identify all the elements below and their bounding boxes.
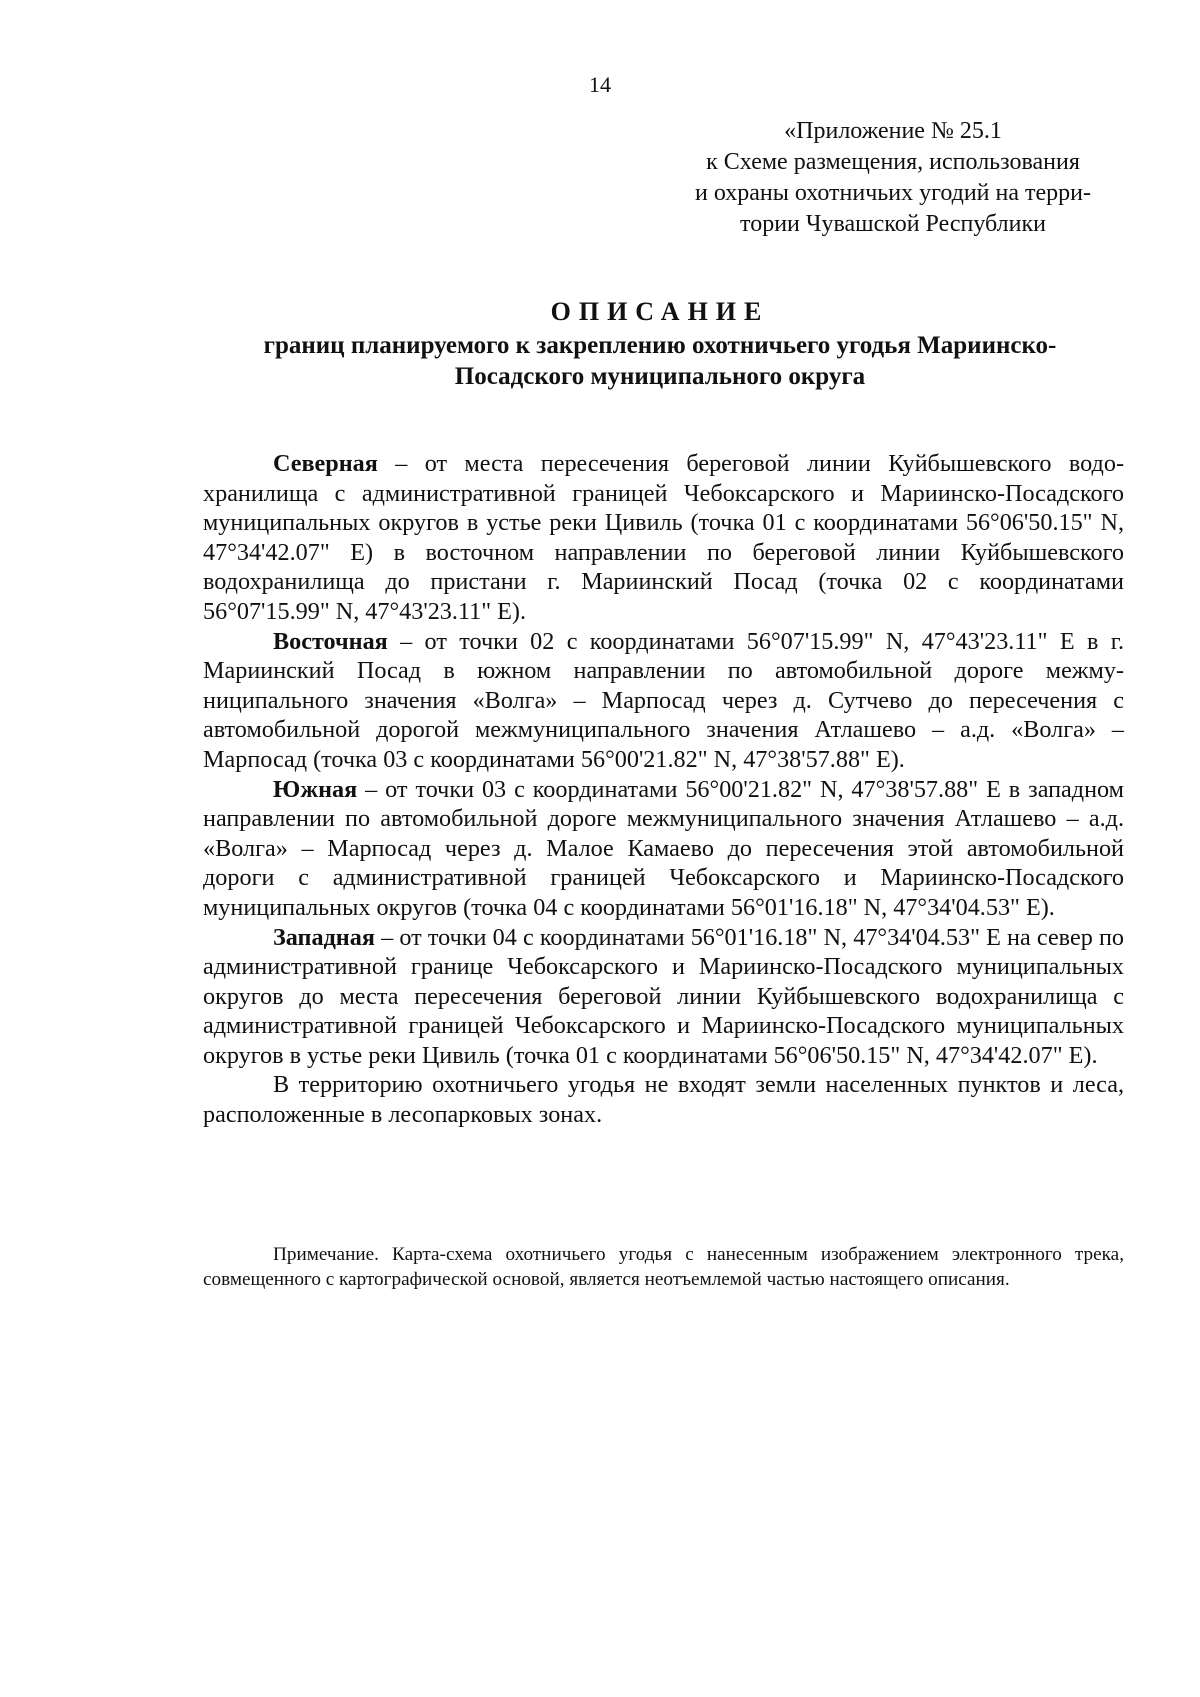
appendix-line: «Приложение № 25.1 — [784, 118, 1002, 144]
paragraph-west — [203, 923, 1124, 1071]
subtitle-line: границ планируемого к закреплению охотничьего угодья Мариинско- — [263, 332, 1057, 359]
east-text: – от точки 02 с координатами 56°07'15.99" N, 47°43'23.11" E в г. Мариинский Посад в южном направлении по автомобильной дороге межмуниципального значения «Волга» – Марпосад через д. Сутчево до пересечения с автомобильной дорогой межмуниципального значения Атлашево – а.д. «Волга» – Марпосад (точка 03 с координатами 56°00'21.82" N, 47°38'57.88" E). — [203, 627, 1124, 773]
south-label: Южная — [273, 775, 358, 803]
page-number: 14 — [589, 72, 611, 97]
paragraph-east — [203, 627, 1124, 775]
west-label: Западная — [273, 923, 375, 951]
appendix-line: к Схеме размещения, использования — [706, 149, 1080, 175]
subtitle-line: Посадского муниципального округа — [454, 363, 866, 390]
document-title: ОПИСАНИЕ — [550, 297, 770, 326]
document-subtitle — [200, 330, 1120, 392]
paragraph-north — [203, 449, 1124, 627]
appendix-heading — [660, 116, 1126, 240]
footnote: Примечание. Карта-схема охотничьего угодья с нанесенным изображением электронного трека, совмещенного с картографической основой, является неотъемлемой частью настоящего описания. — [203, 1244, 1124, 1290]
appendix-line: и охраны охотничьих угодий на терри- — [695, 180, 1091, 206]
boundary-description — [203, 449, 1124, 1130]
west-text: – от точки 04 с координатами 56°01'16.18" N, 47°34'04.53" E на север по административной границе Чебоксарского и Мариинско-Посадского муниципальных округов до места пересечения береговой линии Куйбышевского водохранилища с административной границей Чебоксарского и Мариинско-Посадского муниципальных округов в устье реки Цивиль (точка 01 с координатами 56°06'50.15" N, 47°34'42.07" E). — [203, 923, 1124, 1069]
north-label: Северная — [273, 450, 378, 477]
appendix-line: тории Чувашской Республики — [740, 211, 1046, 237]
paragraph-exclusion: В территорию охотничьего угодья не входят земли населенных пунктов и леса, расположенные в лесопарковых зонах. — [203, 1071, 1124, 1129]
paragraph-south — [203, 775, 1124, 923]
east-label: Восточная — [273, 627, 388, 655]
north-text: – от места пересечения береговой линии Куйбышевского водохранилища с административной границей Чебоксарского и Мариинско-Посадского муниципальных округов в устье реки Цивиль (точка 01 с координатами 56°06'50.15" N, 47°34'42.07" E) в восточном направлении по береговой линии Куйбышевского водохранилища до пристани г. Мариинский Посад (точка 02 с координатами 56°07'15.99" N, 47°43'23.11" E). — [203, 450, 1124, 625]
south-text: – от точки 03 с координатами 56°00'21.82" N, 47°38'57.88" E в западном направлении по автомобильной дороге межмуниципального значения Атлашево – а.д. «Волга» – Марпосад через д. Малое Камаево до пересечения этой автомобильной дороги с административной границей Чебоксарского и Мариинско-Посадского муниципальных округов (точка 04 с координатами 56°01'16.18" N, 47°34'04.53" E). — [203, 775, 1124, 921]
